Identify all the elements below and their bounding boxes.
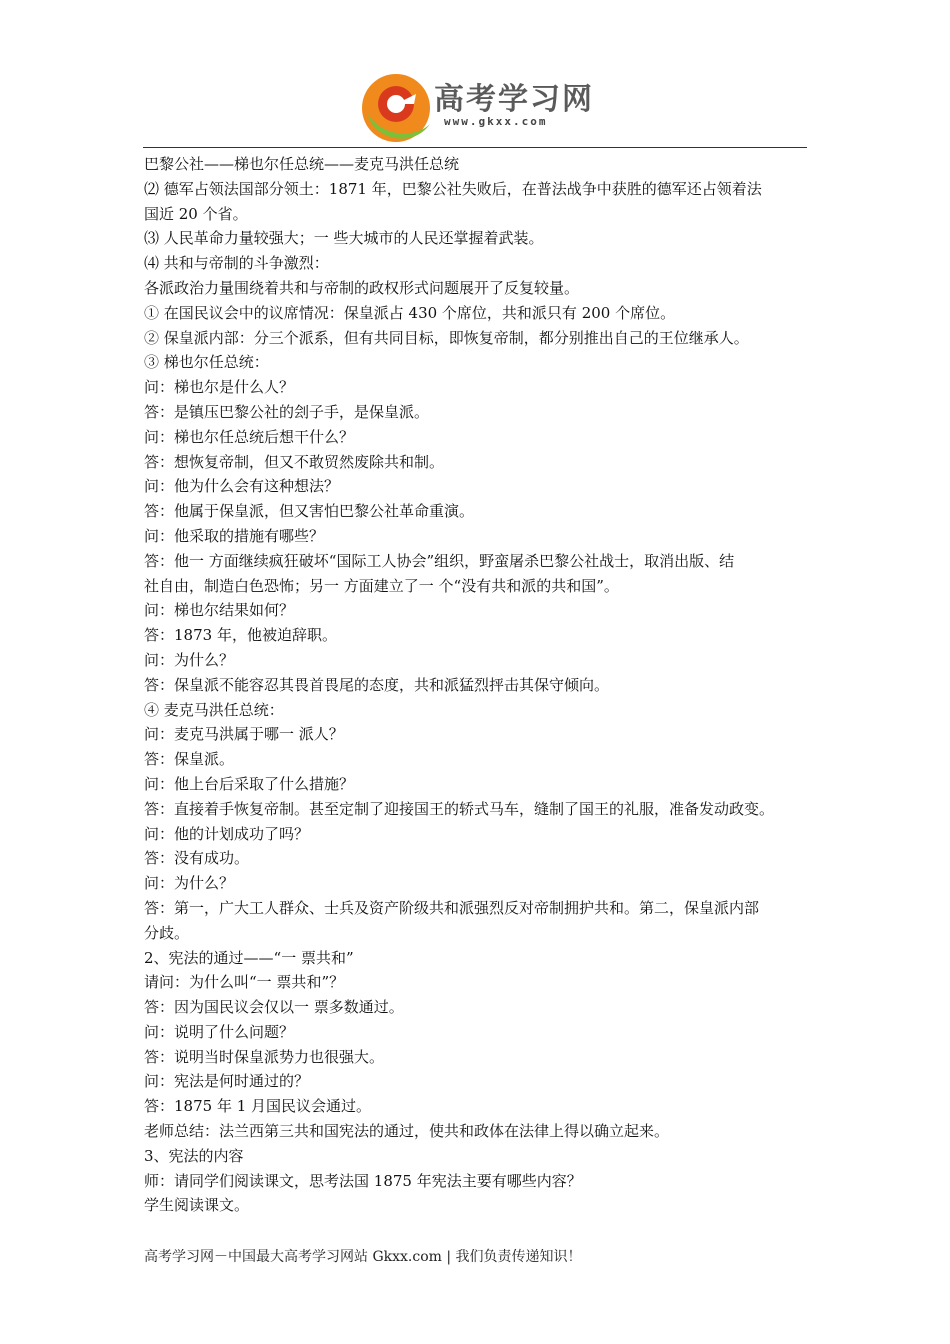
text-line: ① 在国民议会中的议席情况：保皇派占 430 个席位，共和派只有 200 个席位。 <box>144 303 676 322</box>
text-line: 答：保皇派。 <box>144 750 235 769</box>
text-line: 答：没有成功。 <box>144 849 250 868</box>
text-line: ④ 麦克马洪任总统： <box>144 700 284 719</box>
document-body <box>144 152 814 1218</box>
text-line: 问：为什么？ <box>144 874 235 893</box>
text-line: 问：宪法是何时通过的？ <box>144 1072 310 1091</box>
site-name: 高考学习网 <box>434 82 594 117</box>
text-line: 问：梯也尔任总统后想干什么？ <box>144 427 355 446</box>
text-line: 问：梯也尔是什么人？ <box>144 378 295 397</box>
text-line: 答：说明当时保皇派势力也很强大。 <box>144 1047 385 1066</box>
text-line: 问：麦克马洪属于哪一 派人？ <box>144 725 344 744</box>
text-line: 巴黎公社——梯也尔任总统——麦克马洪任总统 <box>144 155 460 173</box>
text-line: 问：梯也尔结果如何？ <box>144 601 295 620</box>
text-line: ⑷ 共和与帝制的斗争激烈： <box>144 254 329 273</box>
page-footer: 高考学习网－中国最大高考学习网站 Gkxx.com | 我们负责传递知识！ <box>144 1249 582 1265</box>
page-header <box>0 60 950 148</box>
text-line: 答：他属于保皇派，但又害怕巴黎公社革命重演。 <box>144 502 475 521</box>
text-line: 答：保皇派不能容忍其畏首畏尾的态度，共和派猛烈抨击其保守倾向。 <box>144 675 610 694</box>
text-line: 问：他为什么会有这种想法？ <box>144 477 340 496</box>
text-line: 学生阅读课文。 <box>144 1196 250 1215</box>
text-line: 请问：为什么叫“一 票共和”？ <box>144 973 345 992</box>
text-line: 问：他采取的措施有哪些？ <box>144 526 325 545</box>
text-line: 答：1873 年，他被迫辞职。 <box>144 626 337 645</box>
text-line: 问：他的计划成功了吗？ <box>144 824 310 843</box>
text-line: 问：说明了什么问题？ <box>144 1022 295 1041</box>
text-line: 答：是镇压巴黎公社的刽子手，是保皇派。 <box>144 402 430 421</box>
text-line: 答：因为国民议会仅以一 票多数通过。 <box>144 998 404 1017</box>
text-line: 答：第一，广大工人群众、士兵及资产阶级共和派强烈反对帝制拥护共和。第二，保皇派内部 <box>144 898 760 917</box>
text-line: 老师总结：法兰西第三共和国宪法的通过，使共和政体在法律上得以确立起来。 <box>144 1122 670 1141</box>
text-line: 分歧。 <box>144 923 190 942</box>
site-url: www.gkxx.com <box>444 115 548 128</box>
text-line: 问：为什么？ <box>144 650 235 669</box>
text-line: 2、宪法的通过——“一 票共和” <box>144 948 354 967</box>
text-line: ② 保皇派内部：分三个派系，但有共同目标，即恢复帝制，都分别推出自己的王位继承人。 <box>144 328 749 347</box>
text-line: 社自由，制造白色恐怖；另一 方面建立了一 个“没有共和派的共和国”。 <box>144 576 619 595</box>
text-line: ⑵ 德军占领法国部分领土：1871 年，巴黎公社失败后，在普法战争中获胜的德军还占领着法 <box>144 179 762 198</box>
text-line: 问：他上台后采取了什么措施？ <box>144 774 355 793</box>
text-line: ③ 梯也尔任总统： <box>144 353 269 372</box>
text-line: 各派政治力量围绕着共和与帝制的政权形式问题展开了反复较量。 <box>144 278 580 297</box>
text-line: 答：想恢复帝制，但又不敢贸然废除共和制。 <box>144 452 445 471</box>
logo-icon <box>356 68 436 148</box>
text-line: 答：他一 方面继续疯狂破坏“国际工人协会”组织，野蛮屠杀巴黎公社战士，取消出版、结 <box>144 551 735 570</box>
text-line: 答：1875 年 1 月国民议会通过。 <box>144 1097 372 1116</box>
header-divider <box>143 147 807 148</box>
text-line: ⑶ 人民革命力量较强大；一 些大城市的人民还掌握着武装。 <box>144 229 544 248</box>
text-line: 3、宪法的内容 <box>144 1146 244 1165</box>
text-line: 国近 20 个省。 <box>144 204 248 223</box>
text-line: 答：直接着手恢复帝制。甚至定制了迎接国王的轿式马车，缝制了国王的礼服，准备发动政变。 <box>144 799 775 818</box>
text-line: 师：请同学们阅读课文，思考法国 1875 年宪法主要有哪些内容？ <box>144 1171 582 1190</box>
